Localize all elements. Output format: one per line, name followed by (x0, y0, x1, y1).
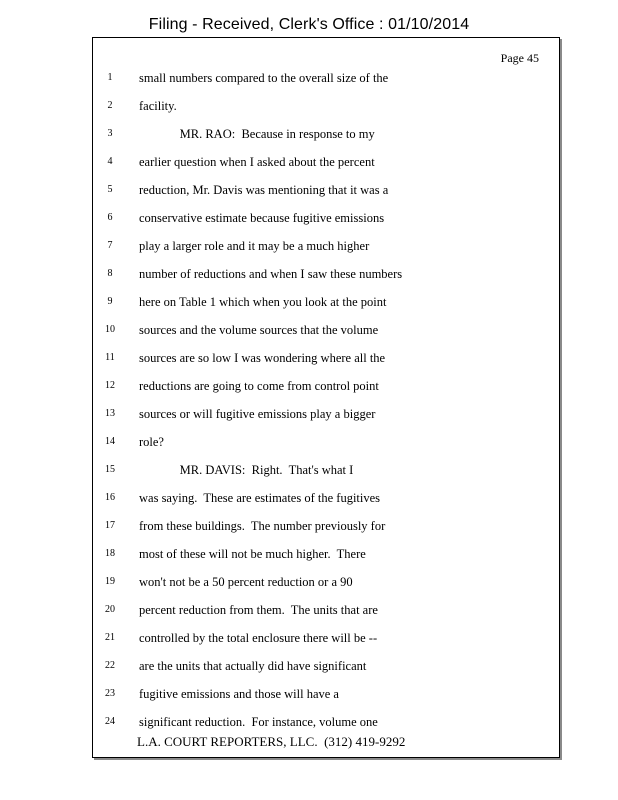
line-number: 2 (107, 100, 113, 111)
line-text: role? (139, 435, 164, 449)
line-text: facility. (139, 99, 177, 113)
line-text: reductions are going to come from control point (139, 379, 379, 393)
line-text: controlled by the total enclosure there will be -- (139, 631, 378, 645)
transcript-page (92, 37, 560, 758)
line-number: 6 (107, 212, 113, 223)
transcript-line (93, 545, 559, 573)
transcript-line (93, 377, 559, 405)
transcript-line (93, 433, 559, 461)
line-number: 9 (107, 296, 113, 307)
transcript-line (93, 405, 559, 433)
line-number: 20 (105, 604, 115, 615)
line-text: percent reduction from them. The units that are (139, 603, 378, 617)
line-number: 10 (105, 324, 115, 335)
line-number: 24 (105, 716, 115, 727)
line-number: 8 (107, 268, 113, 279)
line-text: won't not be a 50 percent reduction or a 90 (139, 575, 353, 589)
transcript-line (93, 573, 559, 601)
line-number: 5 (107, 184, 113, 195)
line-text: here on Table 1 which when you look at the point (139, 295, 387, 309)
transcript-lines (93, 69, 559, 741)
transcript-line (93, 657, 559, 685)
line-text: are the units that actually did have significant (139, 659, 367, 673)
line-number: 13 (105, 408, 115, 419)
transcript-line (93, 125, 559, 153)
line-text: conservative estimate because fugitive emissions (139, 211, 385, 225)
line-number: 19 (105, 576, 115, 587)
line-text: from these buildings. The number previously for (139, 519, 386, 533)
line-number: 7 (107, 240, 113, 251)
line-text: sources are so low I was wondering where all the (139, 351, 386, 365)
line-number: 21 (105, 632, 115, 643)
line-number: 16 (105, 492, 115, 503)
line-number: 12 (105, 380, 115, 391)
line-text: significant reduction. For instance, volume one (139, 715, 378, 729)
transcript-line (93, 153, 559, 181)
line-text: most of these will not be much higher. There (139, 547, 366, 561)
line-text: was saying. These are estimates of the fugitives (139, 491, 381, 505)
court-reporter-footer: L.A. COURT REPORTERS, LLC. (312) 419-9292 (137, 734, 406, 749)
transcript-line (93, 629, 559, 657)
line-number: 23 (105, 688, 115, 699)
line-number: 18 (105, 548, 115, 559)
transcript-line (93, 489, 559, 517)
transcript-line (93, 97, 559, 125)
transcript-line (93, 69, 559, 97)
transcript-line (93, 293, 559, 321)
line-number: 17 (105, 520, 115, 531)
line-text: earlier question when I asked about the percent (139, 155, 375, 169)
line-number: 3 (107, 128, 113, 139)
line-number: 15 (105, 464, 115, 475)
line-text: number of reductions and when I saw these numbers (139, 267, 403, 281)
page-number: Page 45 (500, 51, 539, 65)
transcript-line (93, 181, 559, 209)
line-text: sources or will fugitive emissions play a bigger (139, 407, 376, 421)
transcript-line (93, 685, 559, 713)
line-text: MR. RAO: Because in response to my (139, 127, 375, 141)
line-text: play a larger role and it may be a much higher (139, 239, 370, 253)
line-text: fugitive emissions and those will have a (139, 687, 339, 701)
line-number: 11 (105, 352, 115, 363)
transcript-line (93, 349, 559, 377)
line-number: 14 (105, 436, 115, 447)
transcript-line (93, 209, 559, 237)
line-number: 1 (107, 72, 113, 83)
transcript-line (93, 461, 559, 489)
line-number: 22 (105, 660, 115, 671)
line-text: small numbers compared to the overall size of the (139, 71, 389, 85)
transcript-line (93, 321, 559, 349)
line-text: MR. DAVIS: Right. That's what I (139, 463, 354, 477)
transcript-line (93, 237, 559, 265)
transcript-line (93, 601, 559, 629)
transcript-line (93, 517, 559, 545)
line-number: 4 (107, 156, 113, 167)
line-text: reduction, Mr. Davis was mentioning that it was a (139, 183, 389, 197)
filing-stamp-header: Filing - Received, Clerk's Office : 01/10/2014 (148, 16, 470, 33)
line-text: sources and the volume sources that the volume (139, 323, 379, 337)
transcript-line (93, 265, 559, 293)
